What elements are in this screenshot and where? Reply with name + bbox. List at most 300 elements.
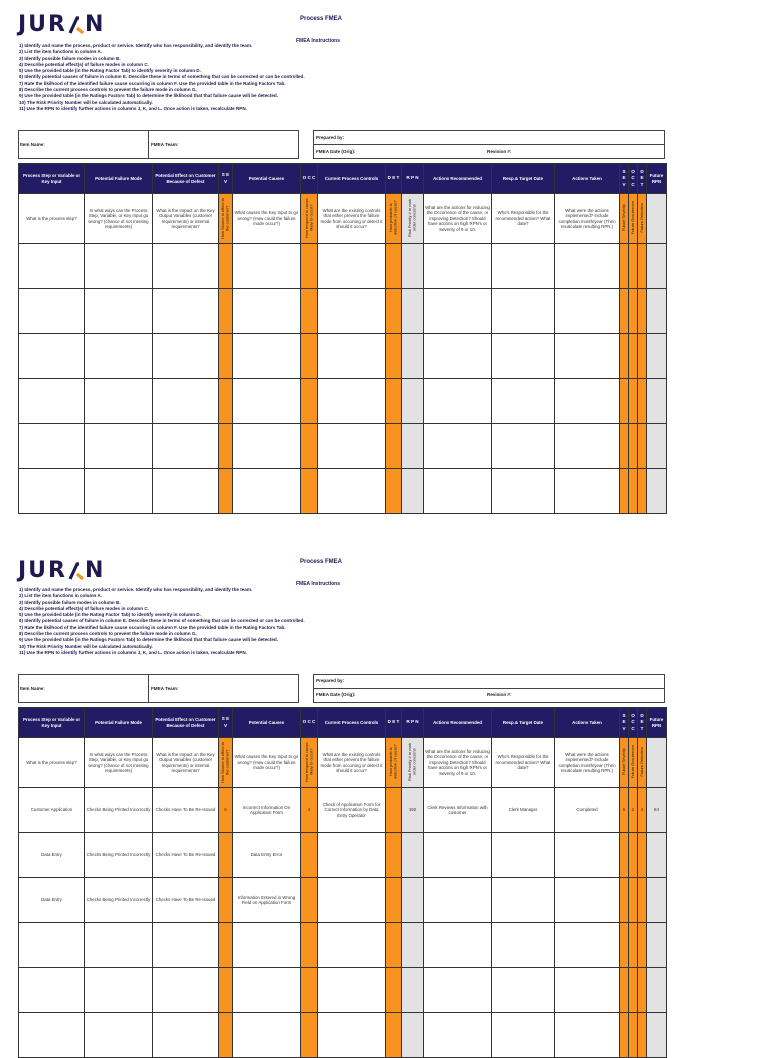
divider [313,688,665,689]
desc-future-sev [620,194,629,244]
cell-actions-rec[interactable] [424,878,492,923]
cell-frpn[interactable] [647,469,667,514]
cell-fdet[interactable] [638,334,647,379]
cell-rpn[interactable] [402,379,424,424]
header-row [19,708,667,738]
fmea-table [18,163,667,514]
cell-fsev[interactable] [620,923,629,968]
cell-failure-mode[interactable] [85,424,153,469]
cell-sev[interactable] [219,469,233,514]
col-actions-taken: Actions Taken [555,164,620,194]
cell-failure-mode[interactable] [85,334,153,379]
cell-actions-rec[interactable] [424,424,492,469]
instruction-item: 3) Identify possible failure modes in column B. [19,55,121,61]
cell-fsev[interactable] [620,244,629,289]
cell-occ[interactable] [301,379,318,424]
fmea-date-label: FMEA Date (Orig): [316,149,356,154]
cell-failure-mode[interactable] [85,379,153,424]
cell-effect[interactable]: Checks Have To Be Re-Issued [153,878,219,923]
cell-rpn[interactable] [402,334,424,379]
cell-causes[interactable]: Data Entry Error [233,833,301,878]
cell-rpn[interactable] [402,923,424,968]
instruction-item: 4) Describe potential effect(s) of failure modes in column C. [19,61,149,67]
cell-fsev[interactable] [620,289,629,334]
instruction-item: 5) Use the provided table (in the Rating Factor Tab) to identify severity in column D. [19,68,201,74]
cell-failure-mode[interactable]: Checks Being Printed Incorrectly [85,788,153,833]
cell-frpn[interactable] [647,244,667,289]
cell-actions-rec[interactable] [424,833,492,878]
cell-rpn[interactable] [402,424,424,469]
col-actions-recommended: Actions Recommended [424,708,492,738]
cell-fdet[interactable] [638,878,647,923]
cell-actions-rec[interactable] [424,923,492,968]
logo-text-right: N [85,558,106,583]
cell-fsev[interactable] [620,833,629,878]
col-failure-mode: Potential Failure Mode [85,164,153,194]
desc-future-sev-text: Future Severity [620,204,626,232]
table-row [19,833,667,878]
cell-causes[interactable]: Incorrect Information On Application Form [233,788,301,833]
cell-causes[interactable]: Information Entered in Wrong Field on Application Form [233,878,301,923]
cell-resp[interactable] [492,833,555,878]
cell-fsev[interactable] [620,1013,629,1058]
cell-actions-taken[interactable] [555,244,620,289]
cell-effect[interactable]: Checks Have To Be Re-Issued [153,788,219,833]
description-row [19,194,667,244]
desc-occ [301,194,318,244]
cell-sev[interactable] [219,379,233,424]
cell-det[interactable] [386,1013,402,1058]
desc-rpn-text: Risk Priority # to rank order concerns [407,198,417,237]
cell-resp[interactable] [492,469,555,514]
cell-fsev[interactable] [620,424,629,469]
cell-effect[interactable]: Checks Have To Be Re-Issued [153,833,219,878]
cell-controls[interactable] [318,968,386,1013]
cell-det[interactable] [386,923,402,968]
desc-sev [219,738,233,788]
instruction-item: 1) Identify and name the process, product or service. Identify who has responsibility, and identify the team. [19,43,253,48]
cell-resp[interactable] [492,379,555,424]
cell-failure-mode[interactable]: Checks Being Printed Incorrectly [85,833,153,878]
cell-effect[interactable] [153,424,219,469]
cell-focc[interactable] [629,379,638,424]
cell-controls[interactable]: Check of Application Form for Correct Information by Data Entry Operator [318,788,386,833]
col-future-rpn: Future RPN [647,708,667,738]
desc-actions-taken: What were the actions implemented? Include completion month/year (Then recalculate resulting RPN.) [555,194,620,244]
desc-future-det [638,738,647,788]
col-causes: Potential Causes [233,708,301,738]
cell-failure-mode[interactable] [85,968,153,1013]
col-rpn: R P N [402,164,424,194]
cell-rpn[interactable] [402,244,424,289]
fmea-table [18,707,667,1058]
cell-occ[interactable] [301,923,318,968]
desc-future-occ [629,738,638,788]
cell-failure-mode[interactable] [85,1013,153,1058]
cell-controls[interactable] [318,1013,386,1058]
cell-controls[interactable] [318,244,386,289]
cell-rpn[interactable] [402,469,424,514]
table-row [19,244,667,289]
page-title: Process FMEA [300,559,343,565]
cell-det[interactable] [386,833,402,878]
cell-effect[interactable] [153,469,219,514]
col-future-sev: S E V [620,164,629,194]
desc-actions-recommended: What are the actions for reducing the Occurrence of the cause, or improving Detection? Should have actions on high RPN's or Severity of 9 or 10. [424,194,492,244]
cell-process-step[interactable]: Data Entry [19,833,85,878]
cell-focc[interactable] [629,923,638,968]
cell-det[interactable] [386,968,402,1013]
cell-causes[interactable] [233,424,301,469]
cell-occ[interactable] [301,1013,318,1058]
cell-fdet[interactable] [638,968,647,1013]
cell-resp[interactable] [492,244,555,289]
prepared-by-label: Prepared by: [316,135,345,140]
col-failure-mode: Potential Failure Mode [85,708,153,738]
cell-resp[interactable] [492,289,555,334]
cell-resp[interactable] [492,424,555,469]
cell-actions-taken[interactable] [555,923,620,968]
cell-fdet[interactable] [638,1013,647,1058]
cell-effect[interactable] [153,968,219,1013]
instruction-item: 10) The Risk Priority Number will be calculated automatically. [19,643,153,649]
col-future-occ: O C C [629,708,638,738]
cell-fsev[interactable] [620,878,629,923]
cell-sev[interactable]: 6 [219,788,233,833]
col-resp: Resp.& Target Date [492,164,555,194]
cell-frpn[interactable] [647,379,667,424]
cell-failure-mode[interactable] [85,289,153,334]
cell-effect[interactable] [153,1013,219,1058]
instruction-item: 1) Identify and name the process, product or service. Identify who has responsibility, and identify the team. [19,587,253,592]
cell-frpn[interactable] [647,289,667,334]
cell-frpn[interactable] [647,334,667,379]
desc-future-sev-text: Future Severity [620,748,626,776]
col-effect: Potential Effect on Customer Because of Defect [153,164,219,194]
cell-process-step[interactable] [19,379,85,424]
cell-focc[interactable] [629,878,638,923]
cell-process-step[interactable] [19,469,85,514]
instruction-item: 3) Identify possible failure modes in column B. [19,599,121,605]
desc-occ-text: How frequent is cause likely to occur? [303,198,313,238]
cell-causes[interactable] [233,469,301,514]
cell-failure-mode[interactable]: Checks Being Printed Incorrectly [85,878,153,923]
cell-rpn[interactable] [402,878,424,923]
cell-causes[interactable] [233,289,301,334]
cell-occ[interactable] [301,878,318,923]
cell-actions-taken[interactable]: Completed [555,788,620,833]
cell-occ[interactable] [301,469,318,514]
cell-resp[interactable] [492,1013,555,1058]
prepared-by-label: Prepared by: [316,678,345,683]
col-future-occ: O C C [629,164,638,194]
cell-controls[interactable] [318,424,386,469]
cell-rpn[interactable] [402,833,424,878]
cell-causes[interactable] [233,244,301,289]
cell-det[interactable] [386,244,402,289]
cell-actions-taken[interactable] [555,424,620,469]
cell-causes[interactable] [233,379,301,424]
col-det: D E T [386,164,402,194]
cell-causes[interactable] [233,334,301,379]
desc-future-rpn [647,194,667,244]
revision-label: Revision #: [487,692,512,697]
cell-sev[interactable] [219,424,233,469]
cell-frpn[interactable] [647,923,667,968]
cell-fdet[interactable] [638,833,647,878]
desc-resp: Who's Responsible for the recommended action? What date? [492,738,555,788]
desc-future-occ-text: Future Occurrence [629,201,635,235]
revision-label: Revision #: [487,149,512,154]
cell-sev[interactable] [219,289,233,334]
desc-rpn [402,194,424,244]
instruction-item: 11) Use the RPN to identify further actions in columns J, K, and L. Once action is taken, recalculate RPN. [19,105,247,111]
cell-frpn[interactable] [647,1013,667,1058]
cell-occ[interactable] [301,334,318,379]
cell-fdet[interactable] [638,379,647,424]
cell-resp[interactable] [492,923,555,968]
cell-occ[interactable] [301,244,318,289]
desc-future-det-text: Future Detection [638,203,644,233]
desc-future-occ-text: Future Occurrence [629,745,635,779]
cell-occ[interactable]: 4 [301,788,318,833]
col-future-sev: S E V [620,708,629,738]
col-effect: Potential Effect on Customer Because of Defect [153,708,219,738]
col-resp: Resp.& Target Date [492,708,555,738]
cell-causes[interactable] [233,923,301,968]
cell-rpn[interactable] [402,968,424,1013]
cell-failure-mode[interactable] [85,469,153,514]
cell-actions-taken[interactable] [555,469,620,514]
cell-actions-rec[interactable] [424,289,492,334]
cell-fdet[interactable] [638,923,647,968]
desc-occ-text: How frequent is cause likely to occur? [303,742,313,782]
cell-process-step[interactable] [19,334,85,379]
cell-sev[interactable] [219,1013,233,1058]
cell-fdet[interactable] [638,469,647,514]
cell-fsev[interactable] [620,334,629,379]
cell-focc[interactable] [629,1013,638,1058]
cell-rpn[interactable] [402,1013,424,1058]
desc-failure-mode: In what ways can the Process Step, Variable, or Key Input go wrong? (chance of not meeting requirements) [85,194,153,244]
cell-causes[interactable] [233,1013,301,1058]
cell-occ[interactable] [301,289,318,334]
col-rpn: R P N [402,708,424,738]
cell-resp[interactable] [492,968,555,1013]
instruction-item: 5) Use the provided table (in the Rating Factor Tab) to identify severity in column D. [19,612,201,618]
instruction-item: 8) Describe the current process controls to prevent the failure mode in column G. [19,631,197,637]
desc-controls: What are the existing controls that either prevent the failure mode from occurring or detect it should it occur? [318,738,386,788]
cell-actions-taken[interactable] [555,334,620,379]
instruction-item: 9) Use the provided table (in the Ratings Factors Tab) to determine the liklihood that that failure cause will be detected. [19,637,278,643]
cell-controls[interactable] [318,289,386,334]
cell-fdet[interactable] [638,244,647,289]
cell-frpn[interactable] [647,968,667,1013]
col-process-step: Process Step or Variable or Key Input [19,164,85,194]
cell-det[interactable] [386,878,402,923]
col-future-rpn: Future RPN [647,164,667,194]
table-row [19,424,667,469]
cell-frpn[interactable] [647,878,667,923]
cell-sev[interactable] [219,833,233,878]
cell-process-step[interactable] [19,289,85,334]
table-row [19,1013,667,1058]
cell-effect[interactable] [153,334,219,379]
cell-frpn[interactable] [647,424,667,469]
cell-actions-rec[interactable] [424,334,492,379]
cell-failure-mode[interactable] [85,923,153,968]
cell-fsev[interactable] [620,469,629,514]
cell-frpn[interactable] [647,833,667,878]
cell-resp[interactable]: Clerk Manager [492,788,555,833]
cell-resp[interactable] [492,334,555,379]
cell-sev[interactable] [219,923,233,968]
fmea-team-label: FMEA Team: [151,142,179,147]
cell-occ[interactable] [301,968,318,1013]
cell-focc[interactable] [629,833,638,878]
cell-det[interactable] [386,334,402,379]
cell-controls[interactable] [318,469,386,514]
cell-sev[interactable] [219,334,233,379]
instruction-item: 9) Use the provided table (in the Ratings Factors Tab) to determine the liklihood that that failure cause will be detected. [19,93,278,99]
col-future-det: D E T [638,164,647,194]
cell-actions-rec[interactable] [424,379,492,424]
cell-focc[interactable] [629,334,638,379]
item-name-label: Item Name: [20,142,45,147]
cell-actions-taken[interactable] [555,1013,620,1058]
cell-resp[interactable] [492,878,555,923]
desc-occ [301,738,318,788]
col-actions-taken: Actions Taken [555,708,620,738]
instruction-item: 11) Use the RPN to identify further actions in columns J, K, and L. Once action is taken, recalculate RPN. [19,649,247,655]
cell-process-step[interactable] [19,424,85,469]
logo-text-left: JUR [18,558,67,583]
cell-focc[interactable] [629,968,638,1013]
col-causes: Potential Causes [233,164,301,194]
cell-sev[interactable] [219,968,233,1013]
cell-process-step[interactable] [19,1013,85,1058]
cell-det[interactable] [386,379,402,424]
cell-process-step[interactable]: Data Entry [19,878,85,923]
instruction-item: 6) Identify potential causes of failure in column E. Describe these in terms of something that can be corrected or can be controlled. [19,74,305,80]
desc-det-text: How probable is detection of cause? [388,744,398,780]
cell-fsev[interactable]: 6 [620,788,629,833]
desc-causes: What causes the Key Input to go wrong? (How could the failure mode occur?) [233,738,301,788]
instructions-list [19,43,305,112]
cell-actions-rec[interactable] [424,968,492,1013]
cell-actions-taken[interactable] [555,289,620,334]
cell-causes[interactable] [233,968,301,1013]
table-row [19,923,667,968]
cell-process-step[interactable] [19,968,85,1013]
cell-det[interactable] [386,424,402,469]
table-row [19,968,667,1013]
instruction-item: 8) Describe the current process controls to prevent the failure mode in column G. [19,87,197,93]
cell-process-step[interactable] [19,244,85,289]
cell-rpn[interactable]: 192 [402,788,424,833]
cell-frpn[interactable]: 64 [647,788,667,833]
desc-future-occ [629,194,638,244]
desc-causes: What causes the Key Input to go wrong? (How could the failure mode occur?) [233,194,301,244]
table-row [19,334,667,379]
table-row [19,878,667,923]
cell-sev[interactable] [219,878,233,923]
cell-actions-rec[interactable] [424,244,492,289]
cell-effect[interactable] [153,923,219,968]
cell-actions-rec[interactable]: Clerk Reviews Information with customer [424,788,492,833]
cell-focc[interactable] [629,289,638,334]
cell-actions-taken[interactable] [555,878,620,923]
col-controls: Current Process Controls [318,164,386,194]
cell-fsev[interactable] [620,968,629,1013]
cell-effect[interactable] [153,379,219,424]
cell-process-step[interactable] [19,923,85,968]
cell-failure-mode[interactable] [85,244,153,289]
cell-det[interactable] [386,469,402,514]
cell-det[interactable] [386,788,402,833]
cell-controls[interactable] [318,334,386,379]
col-det: D E T [386,708,402,738]
cell-actions-taken[interactable] [555,968,620,1013]
desc-process-step: What is the process step? [19,738,85,788]
blank-rows [19,244,667,514]
cell-process-step[interactable]: Customer Application [19,788,85,833]
fmea-date-label: FMEA Date (Orig): [316,692,356,697]
description-row [19,738,667,788]
table-row [19,788,667,833]
cell-focc[interactable] [629,469,638,514]
desc-sev-text: How Severe is effect to the customer? [220,741,230,783]
cell-fsev[interactable] [620,379,629,424]
col-controls: Current Process Controls [318,708,386,738]
cell-actions-taken[interactable] [555,379,620,424]
cell-rpn[interactable] [402,289,424,334]
cell-occ[interactable] [301,833,318,878]
cell-sev[interactable] [219,244,233,289]
cell-fdet[interactable]: 4 [638,788,647,833]
cell-controls[interactable] [318,878,386,923]
desc-det [386,194,402,244]
cell-actions-taken[interactable] [555,833,620,878]
desc-resp: Who's Responsible for the recommended action? What date? [492,194,555,244]
data-rows [19,788,667,1058]
cell-actions-rec[interactable] [424,469,492,514]
cell-occ[interactable] [301,424,318,469]
cell-fdet[interactable] [638,424,647,469]
cell-fdet[interactable] [638,289,647,334]
cell-actions-rec[interactable] [424,1013,492,1058]
cell-controls[interactable] [318,379,386,424]
divider [313,144,665,145]
instruction-item: 7) Rate the likilhood of the identified failure cause occurring in column F. Use the provided table in the Rating Factors Tab. [19,80,286,86]
desc-rpn [402,738,424,788]
cell-focc[interactable]: 2 [629,788,638,833]
instructions-title: FMEA Instructions [296,581,340,587]
cell-effect[interactable] [153,244,219,289]
cell-det[interactable] [386,289,402,334]
divider [148,674,149,703]
cell-controls[interactable] [318,833,386,878]
col-process-step: Process Step or Variable or Key Input [19,708,85,738]
cell-effect[interactable] [153,289,219,334]
cell-focc[interactable] [629,424,638,469]
instruction-item: 2) List the item functions in column A. [19,593,103,599]
cell-controls[interactable] [318,923,386,968]
col-actions-recommended: Actions Recommended [424,164,492,194]
desc-failure-mode: In what ways can the Process Step, Variable, or Key Input go wrong? (chance of not meeting requirements) [85,738,153,788]
cell-focc[interactable] [629,244,638,289]
desc-actions-recommended: What are the actions for reducing the Occurrence of the cause, or improving Detection? Should have actions on high RPN's or Severity of 9 or 10. [424,738,492,788]
